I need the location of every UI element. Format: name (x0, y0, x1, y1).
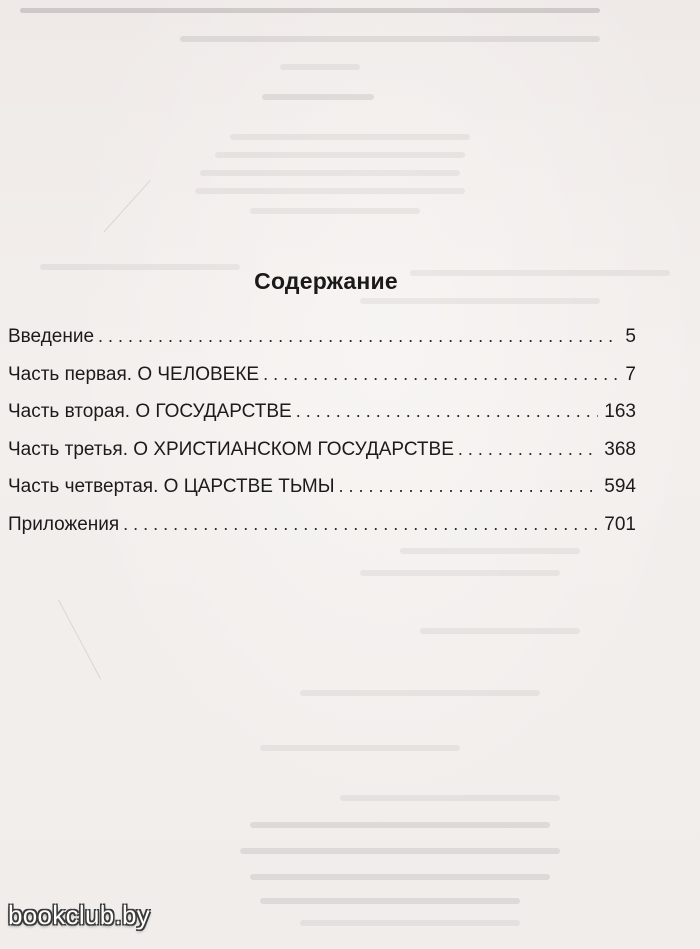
toc-entry (8, 468, 636, 506)
show-through-text (260, 898, 520, 904)
show-through-text (20, 8, 600, 13)
toc-entry-label: Часть вторая. О ГОСУДАРСТВЕ (8, 401, 292, 423)
show-through-text (250, 208, 420, 214)
show-through-text (180, 36, 600, 42)
show-through-text (215, 152, 465, 158)
show-through-text (300, 690, 540, 696)
watermark-logo: bookclub.by (8, 900, 151, 930)
dot-leader (98, 318, 619, 356)
show-through-text (250, 874, 550, 880)
toc-title: Содержание (254, 268, 398, 295)
show-through-text (420, 628, 580, 634)
paper-crease (103, 180, 151, 233)
toc-entry-label: Часть первая. О ЧЕЛОВЕКЕ (8, 363, 260, 385)
show-through-text (200, 170, 460, 176)
show-through-text (280, 64, 360, 70)
toc-entry (8, 431, 636, 469)
dot-leader (263, 356, 619, 394)
toc-entry-page: 701 (604, 513, 636, 535)
show-through-text (250, 822, 550, 828)
show-through-text (262, 94, 374, 100)
toc-entry (8, 393, 636, 431)
dot-leader (339, 468, 599, 506)
show-through-text (360, 570, 560, 576)
toc-list (8, 318, 636, 544)
toc-entry (8, 356, 636, 394)
toc-entry-page: 7 (625, 363, 636, 385)
paper-crease (58, 600, 101, 680)
toc-entry-label: Введение (8, 326, 95, 347)
show-through-text (195, 188, 465, 194)
toc-entry-label: Часть четвертая. О ЦАРСТВЕ ТЬМЫ (8, 476, 335, 498)
dot-leader (123, 506, 598, 544)
toc-entry (8, 318, 636, 356)
show-through-text (240, 848, 560, 854)
toc-entry-page: 594 (604, 476, 636, 498)
show-through-text (340, 795, 560, 801)
toc-entry-page: 163 (604, 401, 636, 423)
toc-entry-label: Часть третья. О ХРИСТИАНСКОМ ГОСУДАРСТВЕ (8, 438, 454, 460)
show-through-text (260, 745, 460, 751)
toc-entry-label: Приложения (8, 513, 120, 535)
show-through-text (360, 298, 600, 304)
toc-entry-page: 368 (604, 438, 636, 460)
dot-leader (296, 393, 599, 431)
toc-entry-page: 5 (625, 326, 636, 347)
show-through-text (300, 920, 520, 926)
show-through-text (230, 134, 470, 140)
show-through-text (400, 548, 580, 554)
toc-entry (8, 506, 636, 544)
dot-leader (458, 431, 598, 469)
